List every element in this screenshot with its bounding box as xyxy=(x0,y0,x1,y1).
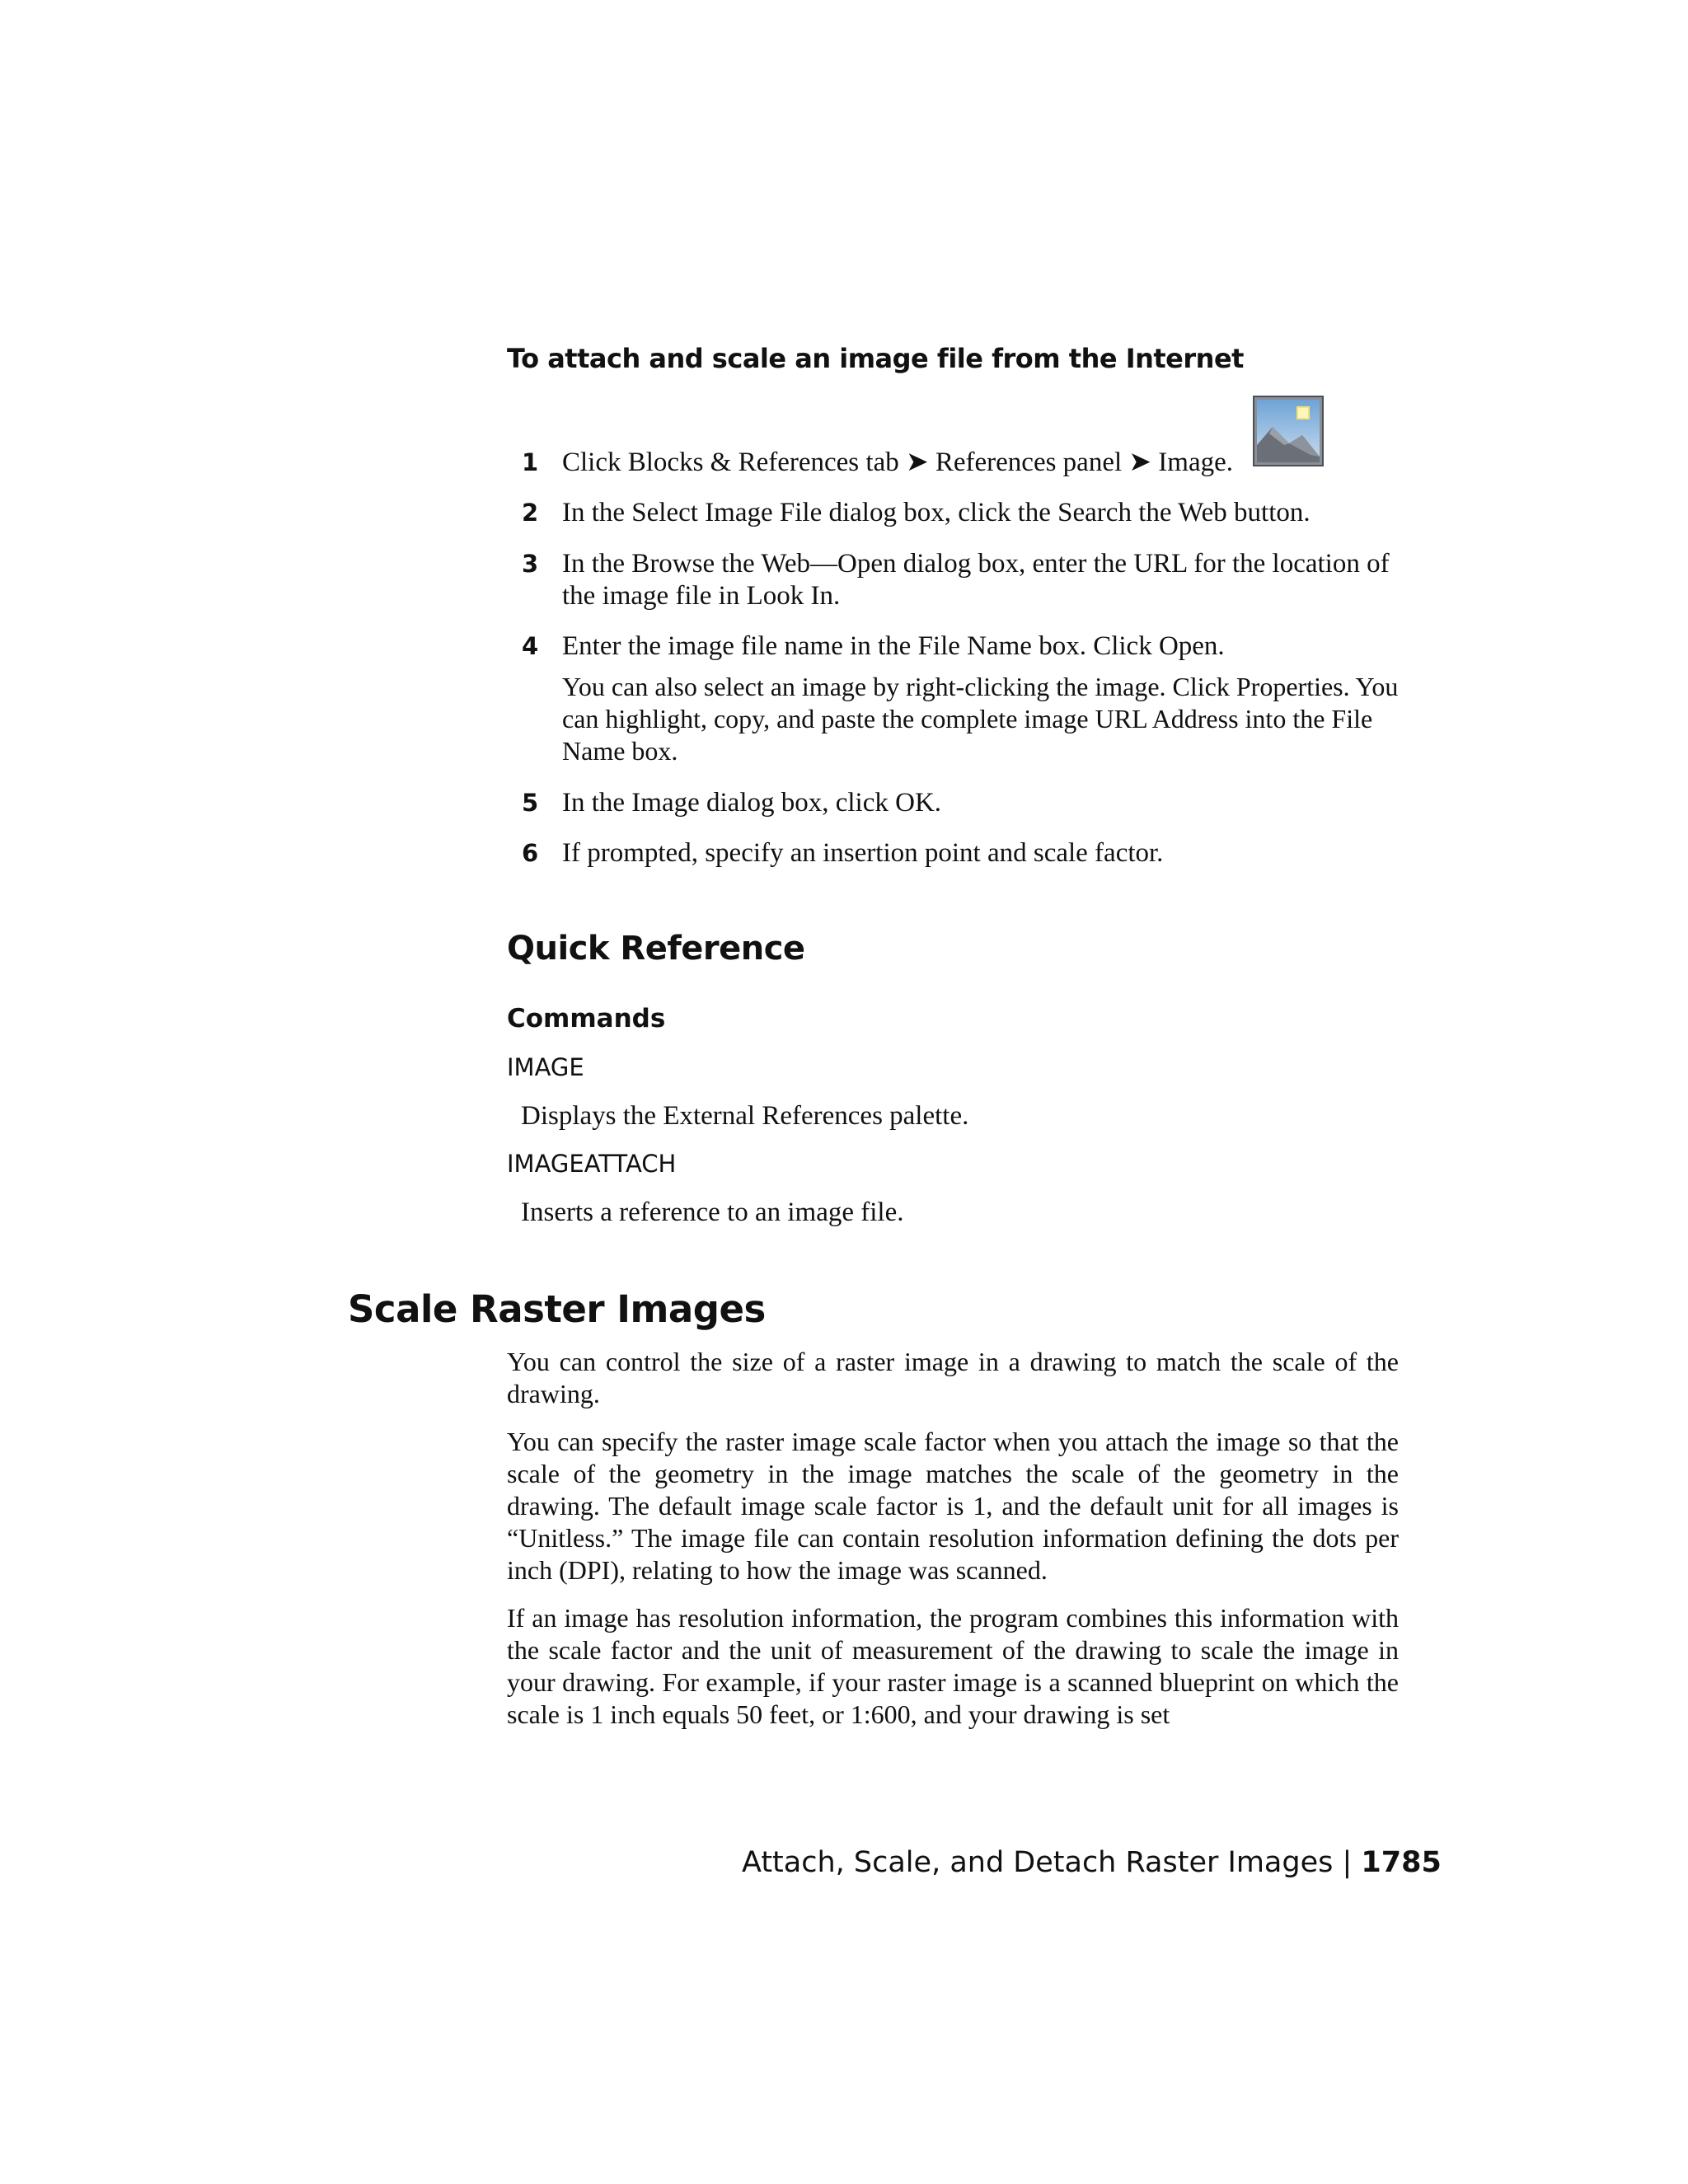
command-name: IMAGEATTACH xyxy=(507,1150,677,1178)
image-command-icon xyxy=(1253,396,1324,466)
step-text: If prompted, specify an insertion point and scale factor. xyxy=(562,838,1164,868)
step-number: 2 xyxy=(522,499,539,527)
command-description: Displays the External References palette. xyxy=(521,1101,969,1131)
step-4-note: You can also select an image by right-clicking the image. Click Properties. You can highlight, copy, and paste the complete image URL Address into the File Name box. xyxy=(562,672,1399,766)
footer-separator: | xyxy=(1333,1846,1362,1879)
step-text: Enter the image file name in the File Name box. Click Open. xyxy=(562,631,1225,661)
step-text: In the Browse the Web—Open dialog box, enter the URL for the location of the image file in Look In. xyxy=(562,549,1390,611)
step-number: 1 xyxy=(522,448,539,476)
step-text: In the Image dialog box, click OK. xyxy=(562,788,942,818)
footer-chapter-title: Attach, Scale, and Detach Raster Images xyxy=(742,1846,1334,1879)
step-number: 4 xyxy=(522,632,539,660)
step-number: 6 xyxy=(522,839,539,867)
step-number: 3 xyxy=(522,550,539,578)
section-heading: Scale Raster Images xyxy=(348,1287,766,1331)
step-text: In the Select Image File dialog box, click the Search the Web button. xyxy=(562,498,1311,527)
section-paragraph: You can specify the raster image scale factor when you attach the image so that the scale of the geometry in the image matches the scale of the geometry in the drawing. The default image scale factor is 1, and the default unit for all images is “Unitless.” The image file can contain resolution information defining the dots per inch (DPI), relating to how the image was scanned. xyxy=(507,1427,1399,1585)
command-name: IMAGE xyxy=(507,1053,584,1081)
page-number: 1785 xyxy=(1361,1846,1442,1879)
command-description: Inserts a reference to an image file. xyxy=(521,1197,904,1227)
page-footer xyxy=(742,1846,1442,1879)
commands-heading: Commands xyxy=(507,1004,666,1033)
section-paragraph: If an image has resolution information, the program combines this information with the scale factor and the unit of measurement of the drawing to scale the image in your drawing. For example, if your raster image is a scanned blueprint on which the scale is 1 inch equals 50 feet, or 1:600, and your drawing is set xyxy=(507,1603,1399,1729)
step-text: Click Blocks & References tab ➤ References panel ➤ Image. xyxy=(562,448,1233,477)
section-paragraph: You can control the size of a raster image in a drawing to match the scale of the drawing. xyxy=(507,1347,1399,1408)
quick-reference-heading: Quick Reference xyxy=(507,930,805,968)
procedure-title: To attach and scale an image file from the Internet xyxy=(507,343,1244,374)
step-number: 5 xyxy=(522,789,539,817)
